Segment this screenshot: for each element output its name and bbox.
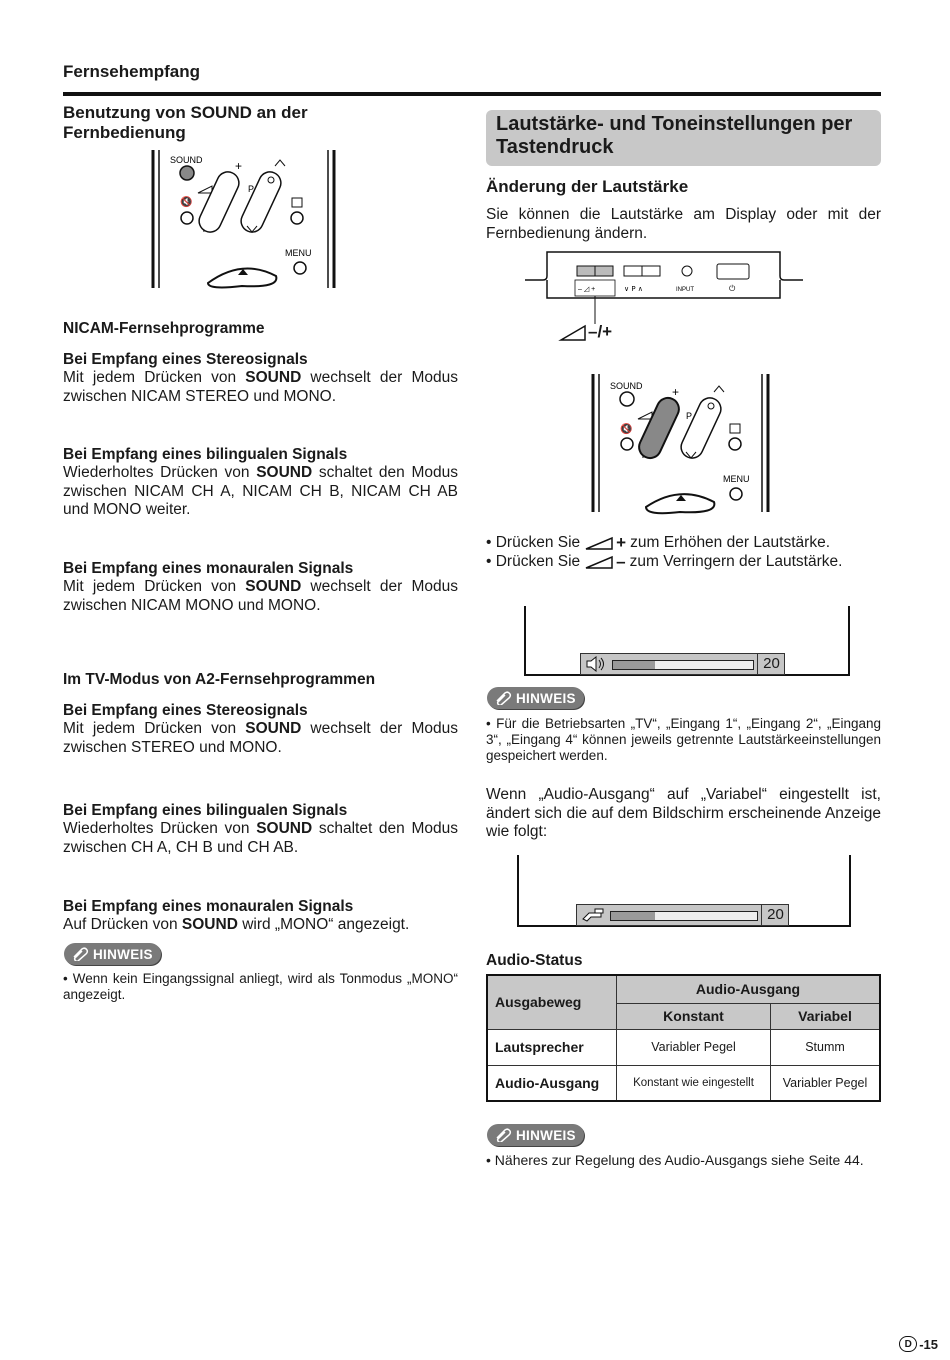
a2-heading: Im TV-Modus von A2-Fernsehprogrammen xyxy=(63,671,376,688)
nicam-block-2: Bei Empfang eines bilingualen Signals Wiederholtes Drücken von SOUND schaltet den Modus zwischen NICAM CH A, NICAM CH B, NICAM CH AB und MONO weiter. xyxy=(63,446,458,518)
banner-title: Lautstärke- und Toneinstellungen per Tastendruck xyxy=(496,113,853,158)
sound-label-right: SOUND xyxy=(610,381,643,391)
table-row: Audio-Ausgang Konstant wie eingestellt Variabler Pegel xyxy=(487,1065,880,1101)
paperclip-icon xyxy=(493,691,513,705)
volume-bar-track-1 xyxy=(612,660,754,670)
volume-bar-fill-1 xyxy=(613,661,655,669)
volume-icon xyxy=(584,554,614,570)
table-header-ausgabeweg: Ausgabeweg xyxy=(487,975,617,1029)
note-left: • Wenn kein Eingangssignal anliegt, wird als Tonmodus „MONO“ angezeigt. xyxy=(63,971,458,1002)
remote-illustration-right xyxy=(590,372,780,517)
svg-text:P: P xyxy=(248,184,255,194)
page-number: D -15 xyxy=(899,1336,938,1352)
tv-panel-illustration xyxy=(525,250,805,350)
sound-button xyxy=(180,166,194,180)
panel-minus-plus-label: – ◿ + xyxy=(578,286,596,293)
hinweis-badge-left: HINWEIS xyxy=(64,943,161,965)
nicam-block-3: Bei Empfang eines monauralen Signals Mit jedem Drücken von SOUND wechselt der Modus zwischen NICAM MONO und MONO. xyxy=(63,560,459,614)
header-rule xyxy=(63,92,881,96)
volume-bar-fill-2 xyxy=(611,912,655,920)
svg-text:🔇: 🔇 xyxy=(620,424,633,435)
volume-symbol-label: –/+ xyxy=(588,322,613,341)
table-row: Lautsprecher Variabler Pegel Stumm xyxy=(487,1029,880,1065)
a2-block-1: Bei Empfang eines Stereosignals Mit jedem Drücken von SOUND wechselt der Modus zwischen STEREO und MONO. xyxy=(63,702,459,756)
bullet-decrease: • Drücken Sie – zum Verringern der Lautstärke. xyxy=(486,552,843,571)
volume-heading: Änderung der Lautstärke xyxy=(486,177,689,196)
volume-rocker-highlighted xyxy=(636,394,683,461)
nicam-heading: NICAM-Fernsehprogramme xyxy=(63,320,265,337)
note-right-2: • Näheres zur Regelung des Audio-Ausgangs siehe Seite 44. xyxy=(486,1152,864,1168)
svg-text:P: P xyxy=(686,411,693,421)
section-title: Fernsehempfang xyxy=(63,62,200,81)
hinweis-badge-right-1: HINWEIS xyxy=(487,687,584,709)
volume-osd-1 xyxy=(580,653,785,675)
variabel-text: Wenn „Audio-Ausgang“ auf „Variabel“ eingestellt ist, ändert sich die auf dem Bildschirm erscheinende Anzeige wie folgt: xyxy=(486,786,881,840)
nicam-block-1: Bei Empfang eines Stereosignals Mit jedem Drücken von SOUND wechselt der Modus zwischen NICAM STEREO und MONO. xyxy=(63,351,459,405)
hinweis-badge-right-2: HINWEIS xyxy=(487,1124,584,1146)
paperclip-icon xyxy=(493,1128,513,1142)
volume-bar-track-2 xyxy=(610,911,758,921)
menu-label-right: MENU xyxy=(723,474,750,484)
svg-text:+: + xyxy=(672,385,680,399)
svg-text:+: + xyxy=(235,159,243,173)
volume-value-1: 20 xyxy=(757,654,785,674)
volume-icon xyxy=(584,535,614,551)
audio-status-table xyxy=(486,974,881,1102)
speaker-icon xyxy=(585,656,607,672)
panel-input-label: INPUT xyxy=(676,287,694,293)
a2-block-2: Bei Empfang eines bilingualen Signals Wiederholtes Drücken von SOUND schaltet den Modus zwischen CH A, CH B und CH AB. xyxy=(63,802,458,856)
table-header-variabel: Variabel xyxy=(770,1003,880,1029)
panel-p-label: ∨ P ∧ xyxy=(624,285,643,293)
remote-illustration-left xyxy=(150,148,340,293)
a2-block-3: Bei Empfang eines monauralen Signals Auf Drücken von SOUND wird „MONO“ angezeigt. xyxy=(63,898,410,933)
svg-text:🔇: 🔇 xyxy=(180,197,193,208)
sound-label: SOUND xyxy=(170,155,203,165)
panel-power-label: ⏻ xyxy=(729,284,736,293)
volume-intro: Sie können die Lautstärke am Display oder mit der Fernbedienung ändern. xyxy=(486,206,881,242)
note-right-1: • Für die Betriebsarten „TV“, „Eingang 1“, „Eingang 2“, „Eingang 3“, „Eingang 4“ können jeweils getrennte Lautstärkeeinstellungen gespeichert werden. xyxy=(486,716,881,763)
volume-osd-2 xyxy=(576,904,789,926)
language-badge: D xyxy=(899,1336,917,1352)
menu-label: MENU xyxy=(285,248,312,258)
paperclip-icon xyxy=(70,947,90,961)
bullet-increase: • Drücken Sie + zum Erhöhen der Lautstärke. xyxy=(486,533,830,552)
table-header-konstant: Konstant xyxy=(617,1003,771,1029)
volume-value-2: 20 xyxy=(761,905,789,925)
table-header-audio-ausgang: Audio-Ausgang xyxy=(617,975,881,1003)
left-title: Benutzung von SOUND an der Fernbedienung xyxy=(63,103,308,142)
volume-bullets xyxy=(486,533,881,571)
audio-status-heading: Audio-Status xyxy=(486,952,583,969)
audio-output-icon xyxy=(581,907,605,923)
